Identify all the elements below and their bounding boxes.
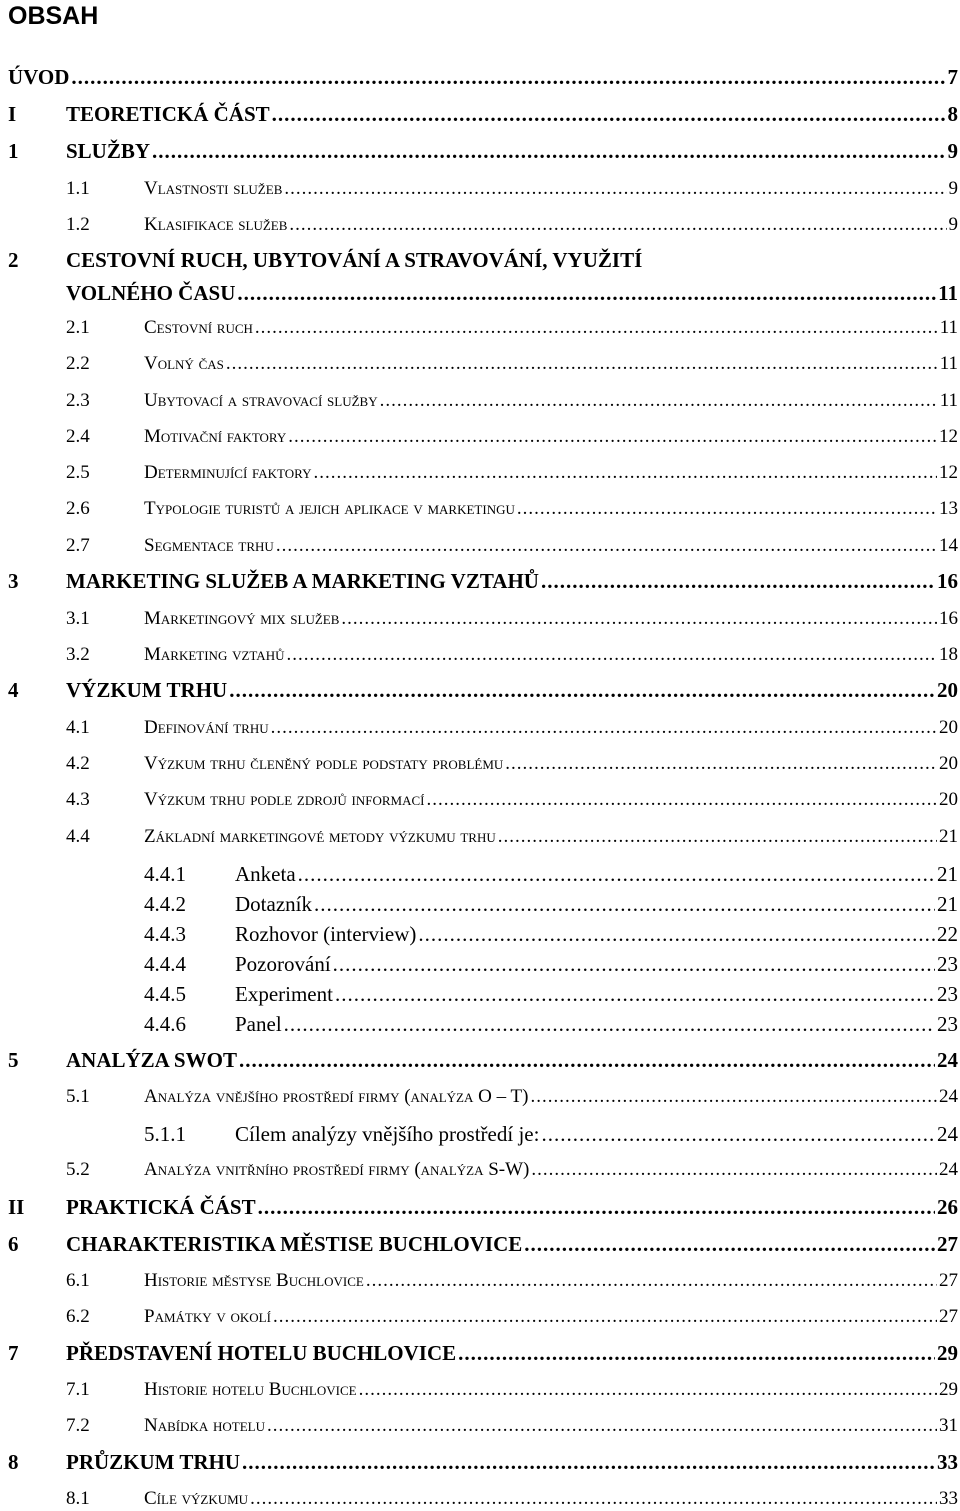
toc-entry-title: Pozorování xyxy=(235,952,331,976)
toc-entry[interactable] xyxy=(0,534,958,558)
toc-leader xyxy=(289,213,946,237)
toc-entry[interactable] xyxy=(0,951,958,977)
toc-entry-number: 6 xyxy=(8,1232,19,1256)
toc-entry-page: 20 xyxy=(939,753,958,774)
toc-entry-number: 2.4 xyxy=(66,426,90,447)
toc-entry[interactable] xyxy=(0,1378,958,1402)
toc-entry-number: 4.4.2 xyxy=(144,892,186,916)
toc-leader xyxy=(284,1011,935,1037)
toc-entry[interactable] xyxy=(0,497,958,521)
toc-entry[interactable] xyxy=(0,1449,958,1475)
toc-entry-number: 4.4.3 xyxy=(144,922,186,946)
toc-entry[interactable] xyxy=(0,1269,958,1293)
toc-entry[interactable] xyxy=(0,568,958,594)
toc-entry-title: Marketingový mix služeb xyxy=(144,608,340,629)
toc-entry[interactable] xyxy=(0,1121,958,1147)
toc-entry-title: Ubytovací a stravovací služby xyxy=(144,390,378,411)
toc-entry-page: 27 xyxy=(937,1232,958,1256)
toc-entry-number: 4.4.1 xyxy=(144,862,186,886)
toc-leader xyxy=(380,389,938,413)
toc-leader xyxy=(531,1158,937,1182)
toc-entry-number: 6.1 xyxy=(66,1270,90,1291)
toc-leader xyxy=(524,1231,935,1257)
toc-entry-page: 13 xyxy=(939,498,958,519)
toc-entry-number: 5.2 xyxy=(66,1159,90,1180)
toc-entry-page: 23 xyxy=(937,952,958,976)
toc-entry[interactable] xyxy=(0,316,958,340)
toc-entry-number: 1.2 xyxy=(66,214,90,235)
toc-entry-title: PRAKTICKÁ ČÁST xyxy=(66,1195,256,1219)
toc-entry-page: 24 xyxy=(939,1159,958,1180)
toc-leader xyxy=(71,64,945,90)
toc-entry-number: 2.7 xyxy=(66,535,90,556)
toc-leader xyxy=(359,1378,937,1402)
toc-leader xyxy=(272,101,946,127)
toc-leader xyxy=(276,534,937,558)
toc-entry-number: II xyxy=(8,1195,25,1219)
toc-entry-page: 33 xyxy=(937,1450,958,1474)
toc-entry-title: Základní marketingové metody výzkumu trhu xyxy=(144,826,496,847)
toc-entry-title: VOLNÉHO ČASU xyxy=(66,281,236,305)
toc-entry-title: Typologie turistů a jejich aplikace v marketingu xyxy=(144,498,515,519)
toc-entry-page: 12 xyxy=(939,462,958,483)
toc-entry-title: Anketa xyxy=(235,862,296,886)
toc-entry-title: Cestovní ruch xyxy=(144,317,253,338)
toc-leader xyxy=(335,981,935,1007)
toc-entry-page: 16 xyxy=(937,569,958,593)
toc-entry-number: 2.1 xyxy=(66,317,90,338)
toc-entry[interactable] xyxy=(0,607,958,631)
toc-entry[interactable] xyxy=(0,677,958,703)
toc-entry-title: Analýza vnitřního prostředí firmy (analýza S-W) xyxy=(144,1159,530,1180)
toc-entry-number: 4.4.6 xyxy=(144,1012,186,1036)
toc-entry-title: Vlastnosti služeb xyxy=(144,178,283,199)
toc-entry[interactable] xyxy=(0,716,958,740)
toc-entry-number: 4.4.4 xyxy=(144,952,186,976)
toc-entry-title: Cílem analýzy vnějšího prostředí je: xyxy=(235,1122,540,1146)
toc-leader xyxy=(505,752,937,776)
toc-entry-title: TEORETICKÁ ČÁST xyxy=(66,102,270,126)
toc-entry-page: 20 xyxy=(937,678,958,702)
toc-entry[interactable] xyxy=(0,1011,958,1037)
toc-leader xyxy=(541,1121,935,1147)
toc-leader xyxy=(333,951,935,977)
toc-entry-page: 23 xyxy=(937,1012,958,1036)
toc-entry-number: 1 xyxy=(8,139,19,163)
toc-entry-title: Analýza vnějšího prostředí firmy (analýza O – T) xyxy=(144,1086,529,1107)
toc-entry[interactable] xyxy=(0,425,958,449)
toc-leader xyxy=(152,138,945,164)
toc-entry-page: 33 xyxy=(939,1488,958,1509)
toc-leader xyxy=(239,1047,935,1073)
toc-entry-page: 12 xyxy=(939,426,958,447)
toc-entry-page: 20 xyxy=(939,717,958,738)
toc-entry-title: SLUŽBY xyxy=(66,139,151,163)
toc-entry[interactable] xyxy=(0,389,958,413)
toc-entry[interactable] xyxy=(0,861,958,887)
toc-entry-number: 8.1 xyxy=(66,1488,90,1509)
toc-entry-title: ÚVOD xyxy=(8,65,70,89)
toc-entry-page: 21 xyxy=(937,892,958,916)
toc-leader xyxy=(273,1305,937,1329)
toc-entry-title: Experiment xyxy=(235,982,333,1006)
toc-entry-title-line1: CESTOVNÍ RUCH, UBYTOVÁNÍ A STRAVOVÁNÍ, VYUŽITÍ xyxy=(66,248,643,272)
toc-entry[interactable] xyxy=(0,1047,958,1073)
toc-entry-page: 24 xyxy=(939,1086,958,1107)
toc-entry-number: 5.1.1 xyxy=(144,1122,186,1146)
page-title: OBSAH xyxy=(8,2,99,30)
toc-entry-number: 7.1 xyxy=(66,1379,90,1400)
toc-entry-number: 4.4.5 xyxy=(144,982,186,1006)
toc-leader xyxy=(458,1340,935,1366)
toc-entry[interactable] xyxy=(0,1158,958,1182)
toc-entry[interactable] xyxy=(0,1340,958,1366)
toc-entry-title: Výzkum trhu členěný podle podstaty problému xyxy=(144,753,504,774)
toc-entry-page: 16 xyxy=(939,608,958,629)
toc-entry[interactable] xyxy=(0,1194,958,1220)
toc-entry-page: 21 xyxy=(937,862,958,886)
toc-entry[interactable] xyxy=(0,825,958,849)
toc-entry-number: 4.4 xyxy=(66,826,90,847)
toc-entry[interactable] xyxy=(0,1085,958,1109)
toc-entry-number: 1.1 xyxy=(66,178,90,199)
toc-entry-page: 29 xyxy=(937,1341,958,1365)
toc-leader xyxy=(284,177,946,201)
toc-entry-title: Marketing vztahů xyxy=(144,644,285,665)
toc-entry-page: 22 xyxy=(937,922,958,946)
toc-entry-number: 2.2 xyxy=(66,353,90,374)
toc-entry-page: 11 xyxy=(938,281,958,305)
toc-entry[interactable] xyxy=(0,352,958,376)
toc-leader xyxy=(286,643,937,667)
toc-entry-page: 11 xyxy=(939,390,958,411)
toc-entry-title: CHARAKTERISTIKA MĚSTISE BUCHLOVICE xyxy=(66,1232,523,1256)
toc-leader xyxy=(258,1194,935,1220)
toc-leader xyxy=(314,891,935,917)
toc-entry[interactable] xyxy=(0,64,958,90)
toc-entry-title: Segmentace trhu xyxy=(144,535,274,556)
toc-entry-title: Cíle výzkumu xyxy=(144,1488,249,1509)
toc-entry-page: 27 xyxy=(939,1270,958,1291)
toc-entry-page: 31 xyxy=(939,1415,958,1436)
toc-leader xyxy=(237,280,936,306)
toc-entry-number: 8 xyxy=(8,1450,19,1474)
toc-entry-number: 5.1 xyxy=(66,1086,90,1107)
toc-leader xyxy=(418,921,935,947)
toc-entry-page: 8 xyxy=(947,102,958,126)
toc-entry-number: 2.6 xyxy=(66,498,90,519)
toc-entry-page: 11 xyxy=(939,317,958,338)
toc-entry-number: 6.2 xyxy=(66,1306,90,1327)
toc-entry-number: 4.2 xyxy=(66,753,90,774)
toc-entry-page: 26 xyxy=(937,1195,958,1219)
toc-leader xyxy=(288,425,937,449)
toc-entry-number: 4 xyxy=(8,678,19,702)
toc-entry-page: 7 xyxy=(947,65,958,89)
toc-leader xyxy=(541,568,935,594)
toc-entry[interactable] xyxy=(0,461,958,485)
toc-entry[interactable] xyxy=(0,891,958,917)
toc-entry-title: Rozhovor (interview) xyxy=(235,922,417,946)
toc-entry-number: 2.5 xyxy=(66,462,90,483)
toc-entry-number: 7.2 xyxy=(66,1415,90,1436)
toc-entry[interactable] xyxy=(0,981,958,1007)
toc-leader xyxy=(242,1449,935,1475)
toc-leader xyxy=(341,607,937,631)
toc-leader xyxy=(517,497,937,521)
toc-entry-number: 2.3 xyxy=(66,390,90,411)
toc-entry-number: 4.1 xyxy=(66,717,90,738)
toc-entry-number: 2 xyxy=(8,248,19,272)
toc-entry-title: Panel xyxy=(235,1012,282,1036)
toc-entry-title: Motivační faktory xyxy=(144,426,287,447)
toc-entry[interactable] xyxy=(0,1231,958,1257)
toc-leader xyxy=(366,1269,937,1293)
toc-leader xyxy=(426,788,937,812)
toc-entry-number: I xyxy=(8,102,17,126)
toc-entry-page: 11 xyxy=(939,353,958,374)
toc-entry[interactable] xyxy=(0,1487,958,1511)
toc-entry-title: Klasifikace služeb xyxy=(144,214,288,235)
toc-entry[interactable] xyxy=(0,213,958,237)
toc-leader xyxy=(229,677,935,703)
toc-leader xyxy=(267,1414,937,1438)
toc-leader xyxy=(250,1487,937,1511)
toc-entry-page: 9 xyxy=(948,214,958,235)
toc-entry-title: Historie městyse Buchlovice xyxy=(144,1270,364,1291)
toc-entry-number: 5 xyxy=(8,1048,19,1072)
toc-entry-page: 9 xyxy=(947,139,958,163)
toc-entry[interactable] xyxy=(0,752,958,776)
toc-entry-page: 24 xyxy=(937,1048,958,1072)
toc-leader xyxy=(498,825,937,849)
toc-entry-page: 29 xyxy=(939,1379,958,1400)
toc-leader xyxy=(298,861,935,887)
toc-entry-page: 27 xyxy=(939,1306,958,1327)
toc-entry-title: PŘEDSTAVENÍ HOTELU BUCHLOVICE xyxy=(66,1341,457,1365)
toc-entry[interactable] xyxy=(0,643,958,667)
toc-entry-page: 24 xyxy=(937,1122,958,1146)
toc-entry-number: 3.2 xyxy=(66,644,90,665)
toc-entry-page: 23 xyxy=(937,982,958,1006)
toc-entry[interactable] xyxy=(0,138,958,164)
toc-entry-title: Památky v okolí xyxy=(144,1306,271,1327)
toc-entry-title: Definování trhu xyxy=(144,717,269,738)
toc-entry[interactable] xyxy=(0,921,958,947)
toc-entry-title: Dotazník xyxy=(235,892,312,916)
toc-entry-page: 21 xyxy=(939,826,958,847)
toc-entry-number: 3 xyxy=(8,569,19,593)
toc-entry-title: Výzkum trhu podle zdrojů informací xyxy=(144,789,425,810)
toc-entry-title: VÝZKUM TRHU xyxy=(66,678,228,702)
toc-entry[interactable] xyxy=(0,788,958,812)
toc-entry-title: MARKETING SLUŽEB A MARKETING VZTAHŮ xyxy=(66,569,539,593)
toc-entry-title: Determinující faktory xyxy=(144,462,312,483)
toc-entry-page: 20 xyxy=(939,789,958,810)
toc-entry-title: Volný čas xyxy=(144,353,224,374)
toc-leader xyxy=(530,1085,937,1109)
toc-leader xyxy=(226,352,938,376)
toc-leader xyxy=(314,461,938,485)
toc-entry[interactable] xyxy=(0,101,958,127)
toc-entry-page: 14 xyxy=(939,535,958,556)
toc-entry[interactable] xyxy=(0,280,958,306)
toc-entry-page: 18 xyxy=(939,644,958,665)
toc-entry-title: Historie hotelu Buchlovice xyxy=(144,1379,357,1400)
toc-entry[interactable] xyxy=(0,177,958,201)
toc-entry-number: 3.1 xyxy=(66,608,90,629)
toc-leader xyxy=(255,316,938,340)
toc-entry-title: Nabídka hotelu xyxy=(144,1415,266,1436)
toc-leader xyxy=(271,716,937,740)
toc-entry-page: 9 xyxy=(948,178,958,199)
toc-entry-title: ANALÝZA SWOT xyxy=(66,1048,237,1072)
toc-entry[interactable] xyxy=(0,1305,958,1329)
toc-entry[interactable] xyxy=(0,1414,958,1438)
toc-entry-number: 7 xyxy=(8,1341,19,1365)
toc-entry-number: 4.3 xyxy=(66,789,90,810)
toc-entry-title: PRŮZKUM TRHU xyxy=(66,1450,241,1474)
